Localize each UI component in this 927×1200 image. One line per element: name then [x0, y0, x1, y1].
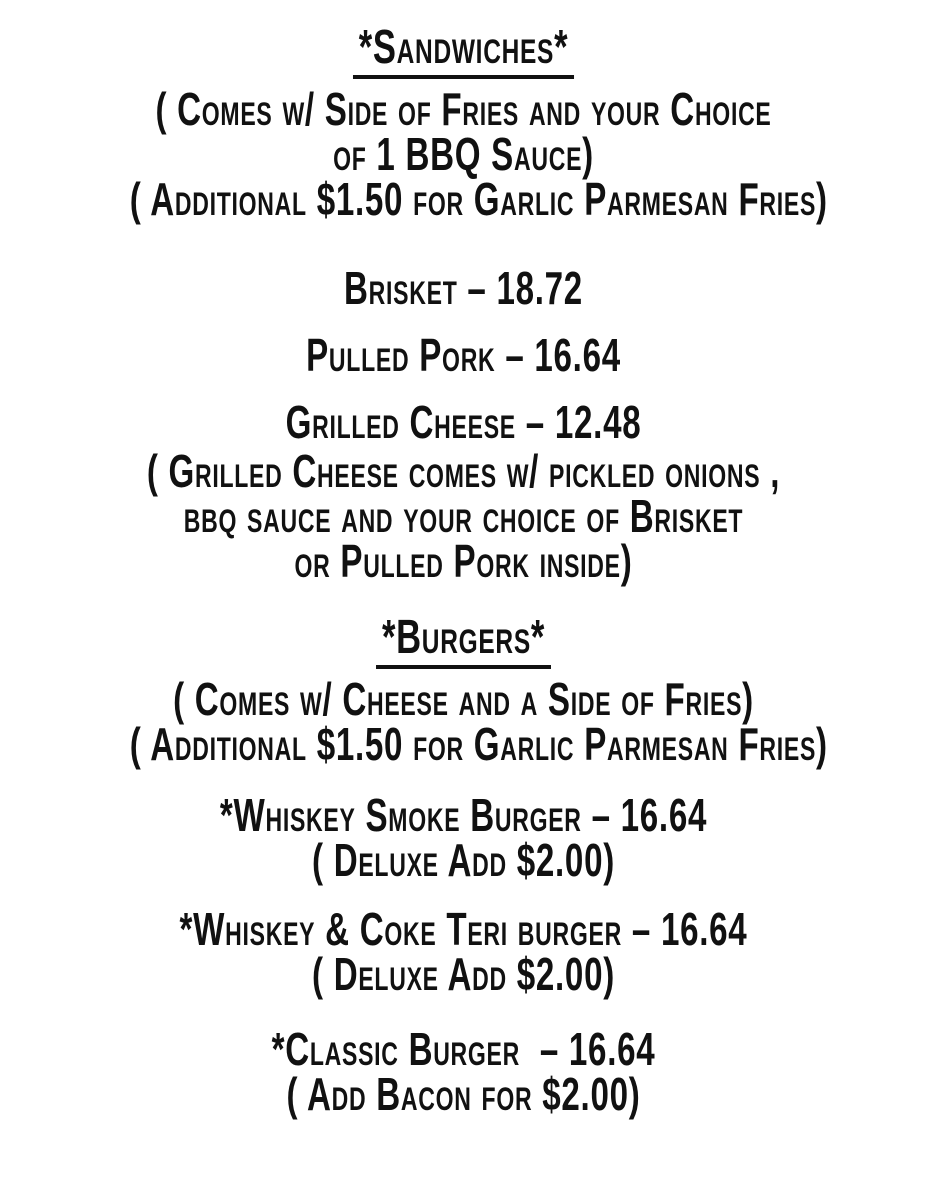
item-whiskey-coke-teri-burger: *Whiskey & Coke Teri burger – 16.64 [179, 903, 748, 955]
burgers-note-2: ( Additional $1.50 for Garlic Parmesan Fries) [129, 718, 828, 770]
whiskey-smoke-deluxe-note: ( Deluxe Add $2.00) [312, 834, 615, 886]
grilled-cheese-note-1: ( Grilled Cheese comes w/ pickled onions , [146, 445, 781, 497]
item-grilled-cheese: Grilled Cheese – 12.48 [285, 396, 642, 448]
section-burgers [129, 611, 828, 1120]
burgers-note-1: ( Comes w/ Cheese and a Side of Fries) [173, 673, 754, 725]
sandwiches-note-1: ( Comes w/ Side of Fries and your Choice [155, 83, 772, 135]
sandwiches-title-text: *Sandwiches* [353, 24, 574, 79]
item-classic-burger: *Classic Burger – 16.64 [271, 1023, 656, 1075]
menu-page [129, 0, 828, 1120]
burgers-title [130, 611, 797, 669]
sandwiches-note-3: ( Additional $1.50 for Garlic Parmesan Fries) [129, 173, 828, 225]
sandwiches-title [130, 21, 797, 79]
grilled-cheese-note-3: or Pulled Pork inside) [294, 535, 633, 587]
item-whiskey-smoke-burger: *Whiskey Smoke Burger – 16.64 [219, 789, 708, 841]
grilled-cheese-note-2: bbq sauce and your choice of Brisket [183, 490, 744, 542]
item-pulled-pork: Pulled Pork – 16.64 [306, 329, 621, 381]
section-sandwiches [129, 21, 828, 587]
whiskey-coke-teri-deluxe-note: ( Deluxe Add $2.00) [312, 948, 615, 1000]
classic-burger-bacon-note: ( Add Bacon for $2.00) [286, 1068, 641, 1120]
burgers-title-text: *Burgers* [376, 614, 551, 669]
item-brisket: Brisket – 18.72 [344, 262, 583, 314]
sandwiches-note-2: of 1 BBQ Sauce) [333, 128, 594, 180]
